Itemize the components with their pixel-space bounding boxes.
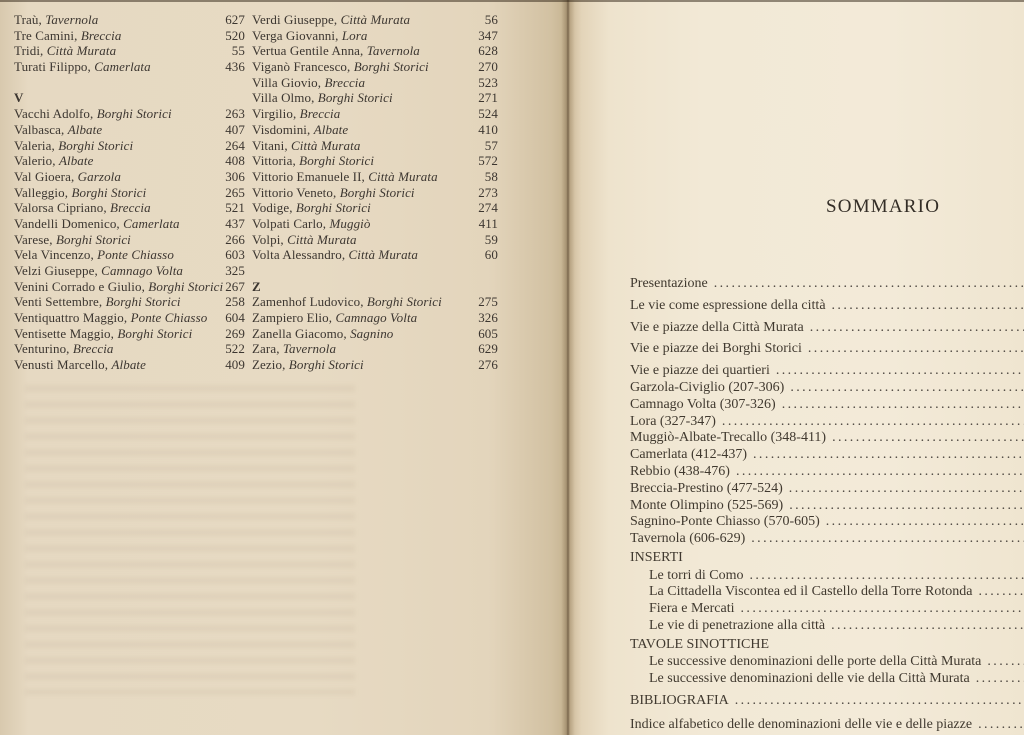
index-entry-page: 326	[478, 310, 498, 326]
index-entry-name: Venusti Marcello, Albate	[14, 357, 147, 373]
index-entry-page: 524	[478, 106, 498, 122]
index-entry	[14, 294, 245, 310]
index-entry-name: Volpi, Città Murata	[252, 231, 357, 247]
toc-entry-label: Sagnino-Ponte Chiasso (570-605)	[630, 514, 820, 530]
paper-bleedthrough	[25, 385, 355, 695]
index-entry-quarter: Breccia	[299, 106, 341, 122]
index-entry-page: 274	[478, 200, 498, 216]
index-entry	[14, 43, 245, 59]
index-entry-name: Villa Giovio, Breccia	[252, 74, 366, 90]
index-entry-quarter: Borghi Storici	[366, 294, 442, 310]
toc-entry	[630, 320, 1024, 342]
index-entry-page: 269	[225, 325, 245, 341]
index-entry-page: 629	[478, 341, 498, 357]
toc-entry-label: La Cittadella Viscontea ed il Castello della Torre Rotonda	[649, 584, 973, 600]
index-entry-quarter: Tavernola	[366, 43, 420, 59]
index-entry	[14, 59, 245, 75]
index-entry-quarter: Camnago Volta	[335, 310, 418, 326]
toc-dot-leader	[987, 654, 1024, 670]
index-entry	[252, 216, 498, 232]
index-entry-page: 520	[225, 27, 245, 43]
toc-entry-label: Le successive denominazioni delle porte della Città Murata	[649, 654, 982, 670]
index-entry-quarter: Breccia	[72, 341, 114, 357]
toc-entry	[630, 414, 1024, 431]
toc-entry-label: Rebbio (438-476)	[630, 463, 730, 479]
index-entry-page: 57	[484, 137, 498, 153]
index-entry-quarter: Ponte Chiasso	[130, 310, 208, 326]
toc-dot-leader	[776, 363, 1024, 379]
toc-entry-label: Breccia-Prestino (477-524)	[630, 480, 783, 496]
index-entry-name: Vittorio Emanuele II, Città Murata	[252, 168, 438, 184]
index-entry	[252, 294, 498, 310]
index-entry-name: Venturino, Breccia	[14, 341, 114, 357]
toc-dot-leader	[832, 298, 1024, 314]
index-entry-page: 605	[478, 325, 498, 341]
toc-entry	[630, 298, 1024, 320]
toc-dot-leader	[831, 618, 1024, 634]
toc-entry-label: Vie e piazze dei Borghi Storici	[630, 341, 802, 357]
index-entry-name: Viganò Francesco, Borghi Storici	[252, 59, 429, 75]
index-entry-name: Virgilio, Breccia	[252, 106, 341, 122]
index-entry-name: Zezio, Borghi Storici	[252, 357, 364, 373]
toc-entry	[630, 514, 1024, 531]
index-entry-name: Tre Camini, Breccia	[14, 27, 122, 43]
toc-dot-leader	[826, 514, 1024, 530]
index-entry-name: Vodige, Borghi Storici	[252, 200, 371, 216]
index-entry-name: Vandelli Domenico, Camerlata	[14, 215, 180, 231]
toc-dot-leader	[751, 531, 1024, 547]
index-entry	[252, 200, 498, 216]
index-entry-page: 407	[225, 121, 245, 137]
toc-dot-leader	[782, 397, 1024, 413]
index-entry	[14, 216, 245, 232]
toc-entry	[630, 397, 1024, 414]
index-entry-name: Traù, Tavernola	[14, 12, 99, 27]
index-entry-page: 522	[225, 341, 245, 357]
toc-dot-leader	[753, 447, 1024, 463]
toc-entry-label: Vie e piazze dei quartieri	[630, 363, 770, 379]
index-entry-page: 56	[484, 12, 498, 27]
toc-dot-leader	[735, 693, 1024, 709]
index-entry-name: Venti Settembre, Borghi Storici	[14, 294, 181, 310]
toc-entry-label: Camnago Volta (307-326)	[630, 396, 776, 412]
index-entry-quarter: Città Murata	[348, 247, 418, 263]
index-entry-page: 409	[225, 357, 245, 373]
toc-section-heading	[630, 637, 1024, 655]
index-entry	[252, 232, 498, 248]
index-entry-page: 264	[225, 137, 245, 153]
toc-entry	[630, 671, 1024, 688]
index-entry-quarter: Borghi Storici	[55, 231, 131, 247]
index-entry-page: 437	[225, 215, 245, 231]
index-entry-quarter: Breccia	[110, 200, 151, 216]
index-entry-name: Turati Filippo, Camerlata	[14, 59, 151, 75]
index-entry-quarter: Borghi Storici	[71, 184, 147, 200]
index-entry-quarter: Borghi Storici	[299, 153, 375, 169]
index-entry-page: 270	[478, 59, 498, 75]
index-entry	[14, 138, 245, 154]
index-entry-quarter: Borghi Storici	[117, 325, 193, 341]
index-entry	[252, 138, 498, 154]
index-entry-page: 604	[225, 310, 245, 326]
toc-entry	[630, 430, 1024, 447]
index-entry-quarter: Lora	[341, 27, 368, 43]
index-entry-name: Visdomini, Albate	[252, 121, 349, 137]
index-entry-page: 273	[478, 184, 498, 200]
toc-section-heading	[630, 550, 1024, 568]
toc-entry-label: Lora (327-347)	[630, 413, 716, 429]
toc-entry-label: Presentazione	[630, 276, 708, 291]
index-entry	[14, 279, 245, 295]
index-entry-name: Vittoria, Borghi Storici	[252, 153, 375, 169]
index-entry-page: 258	[225, 294, 245, 310]
index-entry-quarter: Albate	[111, 357, 147, 373]
toc-entry	[630, 618, 1024, 635]
index-entry-page: 572	[478, 153, 498, 169]
toc-dot-leader	[741, 601, 1024, 617]
index-entry-name: Vittorio Veneto, Borghi Storici	[252, 184, 415, 200]
index-entry	[14, 153, 245, 169]
toc-dot-leader	[976, 671, 1024, 687]
index-entry	[14, 263, 245, 279]
index-entry-quarter: Borghi Storici	[96, 106, 172, 122]
toc-dot-leader	[714, 276, 1024, 292]
index-entry	[14, 326, 245, 342]
toc-entry	[630, 464, 1024, 481]
toc-entry	[630, 498, 1024, 515]
index-entry-name: Ventisette Maggio, Borghi Storici	[14, 325, 193, 341]
index-entry-quarter: Camnago Volta	[101, 263, 184, 278]
index-entry-quarter: Borghi Storici	[58, 137, 134, 153]
toc-entry	[630, 601, 1024, 618]
index-entry-page: 306	[225, 168, 245, 184]
index-entry-name: Volpati Carlo, Muggiò	[252, 215, 371, 231]
index-entry-name: Valeria, Borghi Storici	[14, 137, 134, 153]
toc-dot-leader	[978, 584, 1024, 600]
index-entry-name: Val Gioera, Garzola	[14, 168, 121, 184]
index-entry-name: Valbasca, Albate	[14, 121, 103, 137]
toc-entry-label: Le vie di penetrazione alla città	[649, 617, 826, 633]
index-entry-quarter: Albate	[313, 121, 349, 137]
index-section-letter: Z	[252, 278, 261, 294]
index-entry-quarter: Borghi Storici	[148, 278, 224, 294]
toc-dot-leader	[789, 481, 1024, 497]
index-entry	[14, 200, 245, 216]
index-entry-page: 523	[478, 74, 498, 90]
index-entry	[14, 310, 245, 326]
index-entry-page: 267	[225, 278, 245, 294]
index-column	[14, 12, 245, 373]
index-entry-quarter: Ponte Chiasso	[97, 247, 174, 263]
index-entry-name: Vacchi Adolfo, Borghi Storici	[14, 106, 172, 122]
toc-entry	[630, 363, 1024, 380]
index-entry	[252, 357, 498, 373]
index-entry-page: 275	[478, 294, 498, 310]
toc-entry-label: TAVOLE SINOTTICHE	[630, 636, 769, 652]
toc-entry-label: Le torri di Como	[649, 567, 744, 583]
toc-entry	[630, 447, 1024, 464]
index-entry-name: Vertua Gentile Anna, Tavernola	[252, 43, 420, 59]
index-entry-page: 521	[225, 200, 245, 216]
index-entry	[252, 247, 498, 263]
index-entry	[252, 122, 498, 138]
index-entry-quarter: Sagnino	[350, 325, 394, 341]
index-entry	[252, 12, 498, 28]
index-entry-name: Verga Giovanni, Lora	[252, 27, 368, 43]
index-entry-name: Valerio, Albate	[14, 153, 94, 169]
gutter-crease	[561, 0, 575, 735]
index-entry	[14, 106, 245, 122]
index-entry-name: Volta Alessandro, Città Murata	[252, 247, 418, 263]
index-entry-quarter: Muggiò	[329, 215, 371, 231]
toc-dot-leader	[978, 717, 1024, 733]
toc-dot-leader	[810, 320, 1024, 336]
toc-entry-label: Indice alfabetico delle denominazioni delle vie e delle piazze	[630, 717, 973, 733]
toc-entry	[630, 481, 1024, 498]
index-entry-page: 325	[225, 263, 245, 278]
index-entry-page: 627	[225, 12, 245, 27]
index-entry-quarter: Città Murata	[291, 137, 361, 153]
index-entry-quarter: Garzola	[77, 168, 121, 184]
toc-entry	[630, 568, 1024, 585]
toc-entry	[630, 654, 1024, 671]
index-entry-name: Verdi Giuseppe, Città Murata	[252, 12, 411, 27]
index-entry	[252, 75, 498, 91]
index-entry-page: 58	[484, 168, 498, 184]
index-section-letter: V	[14, 90, 24, 106]
index-entry	[14, 247, 245, 263]
toc-entry	[630, 276, 1024, 298]
toc-entry	[630, 717, 1024, 735]
index-entry-page: 265	[225, 184, 245, 200]
index-entry-page: 410	[478, 121, 498, 137]
index-entry-page: 263	[225, 106, 245, 122]
index-entry-quarter: Albate	[67, 121, 103, 137]
index-entry-quarter: Tavernola	[45, 12, 99, 27]
index-entry-page: 436	[225, 59, 245, 75]
index-entry-page: 266	[225, 231, 245, 247]
toc-entry-label: INSERTI	[630, 549, 683, 565]
index-entry	[252, 59, 498, 75]
index-entry-quarter: Borghi Storici	[105, 294, 181, 310]
index-entry-quarter: Città Murata	[46, 43, 117, 59]
toc-entry-label: Vie e piazze della Città Murata	[630, 319, 804, 335]
page-right-sommario	[568, 0, 1024, 735]
index-entry-quarter: Borghi Storici	[295, 200, 371, 216]
index-entry-page: 271	[478, 90, 498, 106]
photo-top-edge	[0, 0, 1024, 2]
index-entry	[252, 90, 498, 106]
index-entry	[14, 12, 245, 28]
sommario-title: SOMMARIO	[826, 196, 941, 217]
index-entry-page: 55	[231, 43, 245, 59]
index-entry-page: 276	[478, 357, 498, 373]
toc-dot-leader	[790, 380, 1024, 396]
toc-entry	[630, 341, 1024, 363]
index-entry-name: Zanella Giacomo, Sagnino	[252, 325, 394, 341]
toc-dot-leader	[722, 414, 1024, 430]
index-entry-quarter: Borghi Storici	[288, 357, 364, 373]
index-column	[252, 12, 498, 373]
toc-entry	[630, 584, 1024, 601]
toc-entry-label: Fiera e Mercati	[649, 601, 735, 617]
index-entry-page: 411	[478, 215, 498, 231]
index-entry	[252, 185, 498, 201]
index-entry	[14, 341, 245, 357]
toc-dot-leader	[832, 430, 1024, 446]
toc-entry	[630, 380, 1024, 397]
index-entry-quarter: Breccia	[324, 74, 366, 90]
toc-entry-label: Camerlata (412-437)	[630, 447, 748, 463]
index-entry-page: 603	[225, 247, 245, 263]
toc-list	[630, 276, 1024, 735]
index-entry	[14, 185, 245, 201]
index-entry-name: Tridi, Città Murata	[14, 43, 117, 59]
index-entry	[14, 232, 245, 248]
index-entry-name: Zamenhof Ludovico, Borghi Storici	[252, 294, 442, 310]
index-entry-page: 408	[225, 153, 245, 169]
index-entry-name: Valorsa Cipriano, Breccia	[14, 200, 151, 216]
index-entry-quarter: Città Murata	[368, 168, 438, 184]
index-entry	[252, 106, 498, 122]
toc-entry-label: Le vie come espressione della città	[630, 297, 826, 313]
index-entry-quarter: Città Murata	[287, 231, 357, 247]
index-entry-quarter: Borghi Storici	[317, 90, 393, 106]
index-entry-quarter: Borghi Storici	[339, 184, 415, 200]
index-entry-quarter: Albate	[58, 153, 94, 169]
index-entry-quarter: Città Murata	[340, 12, 411, 27]
index-entry-name: Vitani, Città Murata	[252, 137, 361, 153]
index-gap	[14, 75, 245, 91]
index-entry	[252, 326, 498, 342]
index-entry-page: 347	[478, 27, 498, 43]
index-entry	[252, 43, 498, 59]
index-entry-quarter: Breccia	[80, 27, 122, 43]
toc-entry-label: Tavernola (606-629)	[630, 531, 746, 547]
index-entry	[14, 169, 245, 185]
toc-entry	[630, 531, 1024, 548]
index-entry-name: Zara, Tavernola	[252, 341, 337, 357]
index-entry-name: Varese, Borghi Storici	[14, 231, 131, 247]
index-entry	[252, 153, 498, 169]
index-entry-quarter: Camerlata	[123, 215, 180, 231]
index-entry-name: Velzi Giuseppe, Camnago Volta	[14, 263, 184, 278]
index-gap	[252, 263, 498, 279]
index-entry	[252, 169, 498, 185]
index-entry-name: Valleggio, Borghi Storici	[14, 184, 147, 200]
index-entry-quarter: Tavernola	[282, 341, 337, 357]
index-entry-name: Vela Vincenzo, Ponte Chiasso	[14, 247, 174, 263]
index-entry-quarter: Camerlata	[94, 59, 151, 75]
toc-dot-leader	[808, 341, 1024, 357]
index-entry-page: 60	[484, 247, 498, 263]
toc-entry-label: BIBLIOGRAFIA	[630, 692, 729, 708]
toc-entry-label: Muggiò-Albate-Trecallo (348-411)	[630, 430, 827, 446]
index-entry	[14, 122, 245, 138]
toc-dot-leader	[789, 498, 1024, 514]
index-entry-name: Villa Olmo, Borghi Storici	[252, 90, 393, 106]
toc-dot-leader	[736, 464, 1024, 480]
toc-entry-label: Garzola-Civiglio (207-306)	[630, 379, 785, 395]
index-entry-page: 59	[484, 231, 498, 247]
toc-entry-label: Monte Olimpino (525-569)	[630, 497, 784, 513]
index-entry-name: Venini Corrado e Giulio, Borghi Storici	[14, 278, 224, 294]
index-entry-name: Ventiquattro Maggio, Ponte Chiasso	[14, 310, 208, 326]
index-entry-name: Zampiero Elio, Camnago Volta	[252, 310, 418, 326]
index-entry-quarter: Borghi Storici	[353, 59, 429, 75]
index-entry	[252, 310, 498, 326]
index-entry	[14, 28, 245, 44]
index-entry-page: 628	[478, 43, 498, 59]
toc-dot-leader	[750, 568, 1024, 584]
index-entry	[14, 357, 245, 373]
toc-entry	[630, 693, 1024, 713]
toc-entry-label: Le successive denominazioni delle vie della Città Murata	[649, 671, 970, 687]
index-entry	[252, 341, 498, 357]
index-entry	[252, 28, 498, 44]
